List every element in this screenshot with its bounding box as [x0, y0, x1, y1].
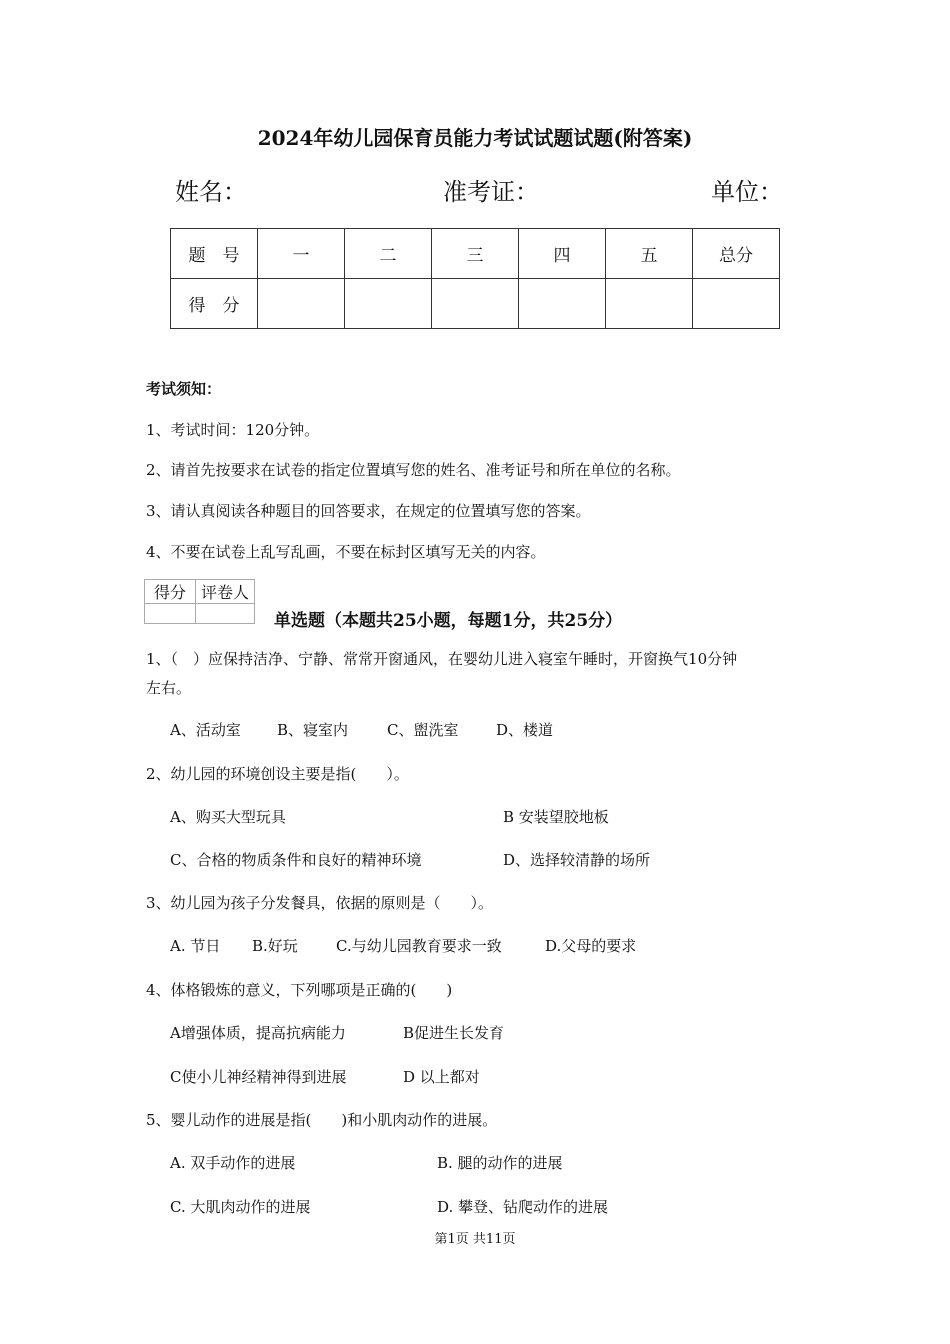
score-table-header-row [171, 229, 780, 279]
section-title: 单选题（本题共25小题，每题1分，共25分） [274, 611, 623, 631]
question-stem-continued: 左右。 [146, 679, 192, 697]
exam-number-field-label: 准考证： [443, 178, 539, 206]
score-table [170, 228, 780, 329]
answer-option: D. 攀登、钻爬动作的进展 [437, 1198, 609, 1216]
score-table-header: 总分 [693, 229, 780, 279]
score-cell[interactable] [606, 279, 693, 329]
question-stem: 4、体格锻炼的意义，下列哪项是正确的( ) [146, 981, 453, 999]
score-table-header: 三 [432, 229, 519, 279]
score-table-header: 二 [345, 229, 432, 279]
score-table-header: 四 [519, 229, 606, 279]
answer-option: C.与幼儿园教育要求一致 [336, 937, 502, 955]
answer-option: D.父母的要求 [545, 937, 637, 955]
name-field-label: 姓名： [175, 178, 247, 206]
score-table-header: 五 [606, 229, 693, 279]
answer-option: B. 腿的动作的进展 [437, 1154, 563, 1172]
notice-item: 4、不要在试卷上乱写乱画，不要在标封区填写无关的内容。 [146, 543, 546, 561]
notice-title: 考试须知： [146, 380, 222, 398]
answer-option: A. 节日 [170, 937, 221, 955]
notice-item: 2、请首先按要求在试卷的指定位置填写您的姓名、准考证号和所在单位的名称。 [146, 461, 681, 479]
score-table-score-row [171, 279, 780, 329]
grader-box [144, 579, 255, 624]
unit-field-label: 单位： [711, 178, 783, 206]
score-cell[interactable] [345, 279, 432, 329]
answer-option: A. 双手动作的进展 [170, 1154, 296, 1172]
answer-option: B.好玩 [252, 937, 298, 955]
question-stem: 3、幼儿园为孩子分发餐具，依据的原则是（ ）。 [146, 894, 494, 912]
question-stem: 1、（ ）应保持洁净、宁静、常常开窗通风，在婴幼儿进入寝室午睡时，开窗换气10分钟 [146, 650, 738, 668]
answer-option: A增强体质，提高抗病能力 [170, 1024, 346, 1042]
score-table-header: 一 [258, 229, 345, 279]
score-cell[interactable] [258, 279, 345, 329]
answer-option: B促进生长发育 [403, 1024, 505, 1042]
score-table-header: 题 号 [171, 229, 258, 279]
grader-name-cell[interactable] [196, 604, 255, 624]
page-footer: 第1页 共11页 [434, 1232, 516, 1247]
answer-option: B、寝室内 [277, 721, 349, 739]
answer-option: C. 大肌肉动作的进展 [170, 1198, 311, 1216]
grader-score-label: 得分 [145, 580, 196, 604]
question-stem: 5、婴儿动作的进展是指( )和小肌肉动作的进展。 [146, 1111, 498, 1129]
score-cell[interactable] [519, 279, 606, 329]
answer-option: A、活动室 [170, 721, 241, 739]
score-row-label: 得 分 [171, 279, 258, 329]
answer-option: B 安装望胶地板 [503, 808, 609, 826]
grader-score-cell[interactable] [145, 604, 196, 624]
grader-name-label: 评卷人 [196, 580, 255, 604]
answer-option: A、购买大型玩具 [170, 808, 286, 826]
notice-item: 3、请认真阅读各种题目的回答要求，在规定的位置填写您的答案。 [146, 502, 591, 520]
answer-option: D、选择较清静的场所 [503, 851, 651, 869]
question-stem: 2、幼儿园的环境创设主要是指( ）。 [146, 765, 409, 783]
answer-option: D 以上都对 [403, 1068, 480, 1086]
answer-option: C、盥洗室 [387, 721, 459, 739]
page-title: 2024年幼儿园保育员能力考试试题试题(附答案) [257, 126, 693, 150]
answer-option: C使小儿神经精神得到进展 [170, 1068, 347, 1086]
answer-option: D、楼道 [496, 721, 554, 739]
notice-item: 1、考试时间：120分钟。 [146, 421, 320, 439]
score-cell[interactable] [432, 279, 519, 329]
answer-option: C、合格的物质条件和良好的精神环境 [170, 851, 422, 869]
score-cell[interactable] [693, 279, 780, 329]
